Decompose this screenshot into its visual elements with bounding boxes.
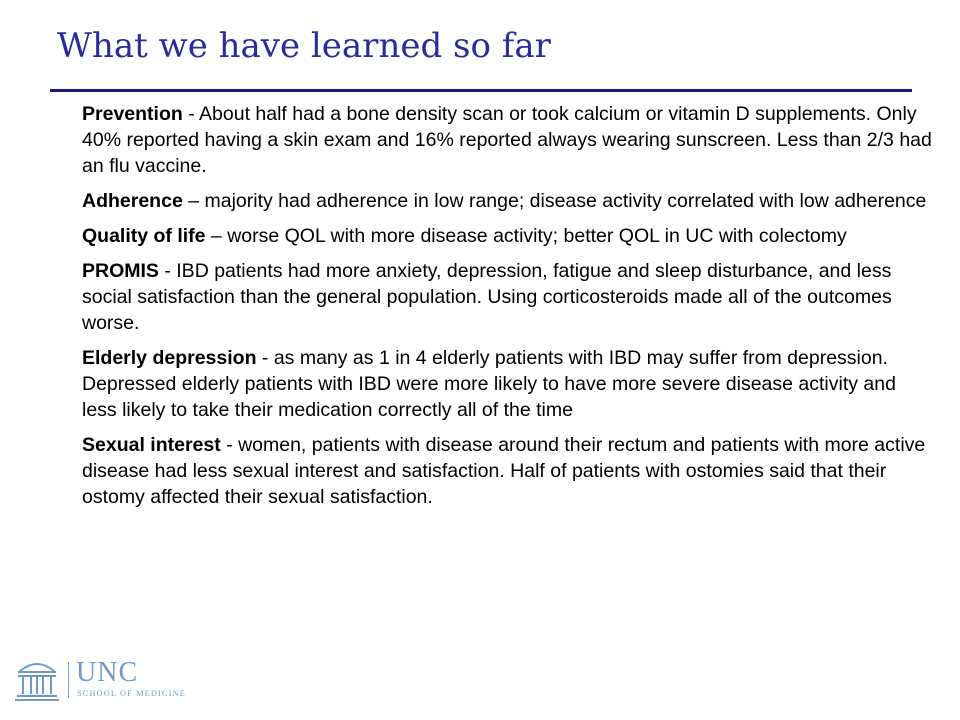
slide-content: [82, 101, 932, 519]
content-item-adherence: [82, 188, 932, 214]
content-item-quality-of-life: [82, 223, 932, 249]
item-text: - IBD patients had more anxiety, depression, fatigue and sleep disturbance, and less social satisfaction than the general population. Using corticosteroids made all of the outcomes worse.: [82, 259, 892, 334]
logo-subtitle: SCHOOL OF MEDICINE: [77, 689, 186, 698]
content-item-promis: [82, 258, 932, 337]
item-text: – majority had adherence in low range; disease activity correlated with low adherence: [182, 190, 927, 213]
item-text: - About half had a bone density scan or took calcium or vitamin D supplements. Only 40% reported having a skin exam and 16% reported always wearing sunscreen. Less than 2/3 had an flu vaccine.: [82, 103, 932, 178]
content-item-sexual-interest: [82, 432, 932, 511]
old-well-icon: [14, 658, 60, 702]
slide-title: What we have learned so far: [57, 26, 551, 66]
content-item-prevention: [82, 101, 932, 180]
logo-wordmark: UNC: [76, 657, 139, 688]
item-term: Sexual interest: [82, 433, 221, 456]
unc-school-of-medicine-logo: [14, 657, 186, 702]
item-term: Adherence: [82, 190, 183, 213]
item-term: Prevention: [82, 103, 183, 125]
item-text: – worse QOL with more disease activity; better QOL in UC with colectomy: [205, 224, 847, 247]
logo-divider: [68, 662, 69, 698]
item-term: Quality of life: [82, 224, 206, 247]
item-term: Elderly depression: [82, 346, 257, 369]
item-text: - women, patients with disease around their rectum and patients with more active disease had less sexual interest and satisfaction. Half of patients with ostomies said that their ostomy affected their sexual satisfaction.: [82, 433, 926, 509]
content-item-elderly-depression: [82, 345, 932, 424]
item-term: PROMIS: [82, 259, 159, 282]
item-text: - as many as 1 in 4 elderly patients with IBD may suffer from depression. Depressed elderly patients with IBD were more likely to have more severe disease activity and less likely to take their medication correctly all of the time: [82, 346, 896, 422]
title-underline: [50, 89, 912, 92]
